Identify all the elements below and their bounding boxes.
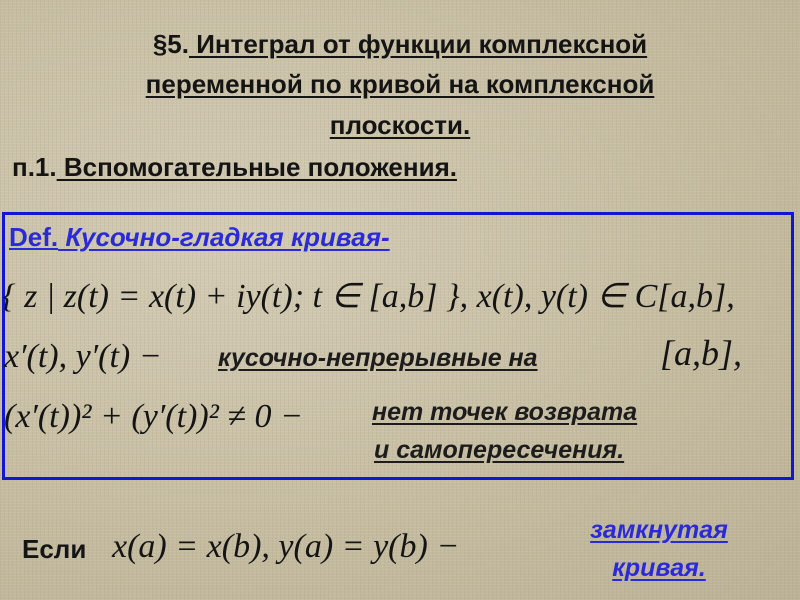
no-self-intersection-text: и самопересечения. — [374, 436, 625, 464]
closed-curve-line-2: кривая. — [612, 553, 706, 582]
closed-curve-term — [574, 512, 744, 587]
nonzero-derivative-condition: (x′(t))² + (y′(t))² ≠ 0 − — [4, 398, 303, 435]
subsection-heading — [12, 152, 457, 183]
interval-ab: [a,b], — [660, 333, 743, 373]
subsection-title: Вспомогательные положения. — [56, 152, 457, 182]
title-line-1: Интеграл от функции комплексной — [189, 29, 648, 59]
no-cusps-text: нет точек возврата — [372, 398, 638, 426]
section-number: §5. — [152, 29, 189, 59]
definition-heading — [9, 222, 390, 253]
subsection-number: п.1. — [12, 152, 57, 182]
title-line-3: плоскости. — [329, 109, 471, 140]
definition-term: Кусочно-гладкая кривая- — [58, 222, 390, 252]
definition-label: Def. — [9, 222, 59, 252]
piecewise-continuous-text: кусочно-непрерывные на — [218, 344, 538, 372]
if-label: Если — [22, 534, 87, 564]
title-line-2: переменной по кривой на комплексной — [145, 69, 655, 100]
derivative-expression: x′(t), y′(t) − — [4, 338, 162, 375]
closed-curve-line-1: замкнутая — [590, 516, 728, 544]
closed-curve-condition: x(a) = x(b), y(a) = y(b) − — [112, 528, 460, 565]
slide-title — [40, 24, 760, 145]
curve-set-equation: { z | z(t) = x(t) + iy(t); t ∈ [a,b] }, x(t), y(t) ∈ C[a,b], — [2, 278, 735, 315]
